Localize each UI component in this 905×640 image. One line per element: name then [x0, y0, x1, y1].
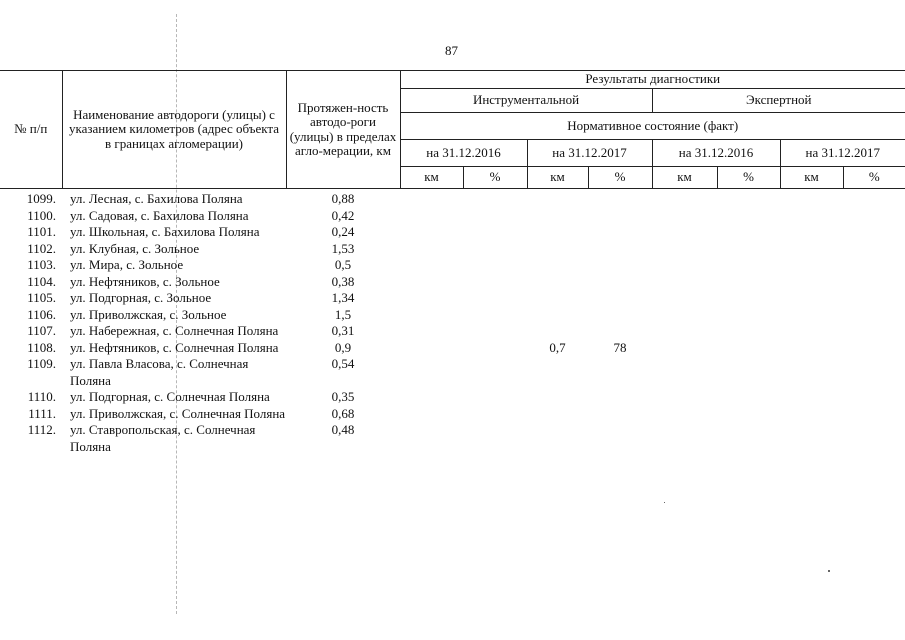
row-expert-2016-km [652, 274, 717, 291]
row-instr-2016-km [400, 356, 463, 389]
page-number: 87 [445, 43, 458, 58]
row-expert-2016-pct [717, 340, 780, 357]
row-length: 0,54 [331, 356, 355, 371]
row-expert-2016-pct [717, 274, 780, 291]
row-road-name: ул. Приволжская, с. Зольное [70, 306, 227, 322]
header-unit-pct: % [717, 167, 780, 189]
row-expert-2017-km [780, 290, 843, 307]
row-expert-2017-km [780, 340, 843, 357]
header-unit-km: км [780, 167, 843, 189]
row-instr-2016-pct [463, 208, 527, 225]
row-number: 1112. [27, 422, 56, 437]
row-length: 0,24 [331, 224, 355, 239]
row-number: 1104. [27, 273, 56, 289]
row-instr-2016-km [400, 257, 463, 274]
row-instr-2017-pct [588, 224, 652, 241]
row-instr-2017-pct [588, 307, 652, 324]
row-instr-2016-km [400, 224, 463, 241]
row-road-name: ул. Нефтяников, с. Зольное [70, 273, 220, 289]
header-unit-km: км [400, 167, 463, 189]
row-length: 1,5 [334, 306, 352, 322]
row-number: 1111. [28, 405, 56, 421]
row-expert-2017-pct [843, 224, 905, 241]
table-row [0, 323, 905, 340]
row-number: 1102. [27, 240, 56, 256]
row-expert-2016-km [652, 307, 717, 324]
row-instr-2017-pct [588, 389, 652, 406]
header-date-expert-2016: на 31.12.2016 [652, 140, 780, 167]
row-road-name: ул. Лесная, с. Бахилова Поляна [70, 191, 243, 206]
row-expert-2017-km [780, 406, 843, 423]
table-row [0, 241, 905, 258]
row-expert-2017-pct [843, 257, 905, 274]
row-expert-2016-km [652, 241, 717, 258]
table-row [0, 208, 905, 225]
row-expert-2016-km [652, 340, 717, 357]
row-expert-2016-km [652, 422, 717, 455]
row-expert-2016-km [652, 290, 717, 307]
row-road-name: ул. Приволжская, с. Солнечная Поляна [70, 405, 286, 421]
row-number: 1110. [27, 389, 56, 404]
header-number: № п/п [0, 71, 62, 189]
row-expert-2016-pct [717, 191, 780, 208]
table-header [0, 70, 905, 189]
row-road-name: ул. Мира, с. Зольное [70, 257, 184, 272]
row-expert-2017-pct [843, 389, 905, 406]
row-expert-2017-pct [843, 307, 905, 324]
row-instr-2016-km [400, 191, 463, 208]
row-road-name: ул. Ставропольская, с. Солнечная Поляна [70, 422, 256, 454]
row-instr-2016-pct [463, 290, 527, 307]
header-length: Протяжен-ность автодо-роги (улицы) в пределах агло-мерации, км [286, 71, 400, 189]
row-instr-2017-pct [588, 241, 652, 258]
row-instr-2017-km [527, 191, 588, 208]
header-unit-pct: % [463, 167, 527, 189]
row-expert-2017-km [780, 257, 843, 274]
row-expert-2017-pct [843, 290, 905, 307]
row-instr-2016-pct [463, 340, 527, 357]
table-row [0, 290, 905, 307]
row-expert-2016-pct [717, 257, 780, 274]
row-instr-2017-pct [588, 422, 652, 455]
row-road-name: ул. Нефтяников, с. Солнечная Поляна [70, 339, 279, 355]
row-instr-2017-km [527, 224, 588, 241]
row-length: 1,34 [331, 290, 355, 305]
table-row [0, 356, 905, 389]
row-instr-2016-pct [463, 356, 527, 389]
scan-speck [828, 570, 830, 572]
row-expert-2017-km [780, 389, 843, 406]
row-instr-2017-km [527, 406, 588, 423]
row-road-name: ул. Подгорная, с. Солнечная Поляна [70, 389, 270, 404]
row-instr-2017-pct [588, 257, 652, 274]
row-expert-2016-km [652, 389, 717, 406]
row-instr-2016-km [400, 208, 463, 225]
row-expert-2017-km [780, 422, 843, 455]
header-normative: Нормативное состояние (факт) [400, 113, 905, 140]
row-expert-2016-km [652, 356, 717, 389]
row-number: 1106. [27, 306, 56, 322]
table-row [0, 422, 905, 455]
row-instr-2016-km [400, 389, 463, 406]
header-results: Результаты диагностики [400, 71, 905, 89]
row-expert-2017-km [780, 274, 843, 291]
row-length: 0,9 [334, 339, 352, 355]
row-instr-2016-pct [463, 307, 527, 324]
row-expert-2017-pct [843, 340, 905, 357]
header-unit-pct: % [588, 167, 652, 189]
row-length: 0,5 [334, 257, 352, 272]
row-length: 0,35 [331, 389, 355, 404]
header-road-name: Наименование автодороги (улицы) с указанием километров (адрес объекта в границах агломерации) [62, 71, 286, 189]
row-expert-2017-pct [843, 208, 905, 225]
row-expert-2016-pct [717, 208, 780, 225]
row-expert-2016-pct [717, 241, 780, 258]
row-instr-2016-km [400, 323, 463, 340]
row-instr-2017-pct [588, 191, 652, 208]
row-instr-2017-pct [588, 406, 652, 423]
row-instr-2016-pct [463, 323, 527, 340]
row-instr-2016-pct [463, 191, 527, 208]
row-instr-2016-km [400, 290, 463, 307]
row-expert-2017-pct [843, 356, 905, 389]
row-instr-2016-pct [463, 257, 527, 274]
row-length: 0,68 [331, 405, 355, 421]
row-instr-2017-km [527, 290, 588, 307]
row-expert-2016-pct [717, 307, 780, 324]
header-instrumental: Инструментальной [400, 89, 652, 113]
row-expert-2017-pct [843, 323, 905, 340]
table-body [0, 191, 905, 455]
row-expert-2017-pct [843, 191, 905, 208]
row-instr-2017-km [527, 307, 588, 324]
row-instr-2016-pct [463, 274, 527, 291]
header-date-expert-2017: на 31.12.2017 [780, 140, 905, 167]
row-instr-2016-km [400, 422, 463, 455]
row-number: 1100. [27, 207, 56, 223]
row-road-name: ул. Школьная, с. Бахилова Поляна [70, 224, 260, 239]
row-expert-2017-km [780, 241, 843, 258]
row-expert-2016-km [652, 224, 717, 241]
row-instr-2017-pct [588, 274, 652, 291]
row-instr-2016-pct [463, 224, 527, 241]
row-instr-2017-pct [588, 323, 652, 340]
row-number: 1103. [27, 257, 56, 272]
row-expert-2016-pct [717, 323, 780, 340]
table-row [0, 274, 905, 291]
row-expert-2017-pct [843, 406, 905, 423]
row-number: 1107. [27, 323, 56, 338]
row-instr-2017-km [527, 356, 588, 389]
row-number: 1109. [27, 356, 56, 371]
table-row [0, 406, 905, 423]
table-row [0, 257, 905, 274]
row-length: 0,31 [331, 323, 355, 338]
row-instr-2016-km [400, 241, 463, 258]
table-row [0, 340, 905, 357]
row-instr-2017-km [527, 389, 588, 406]
header-unit-pct: % [843, 167, 905, 189]
header-date-instr-2016: на 31.12.2016 [400, 140, 527, 167]
row-instr-2017-pct [588, 356, 652, 389]
scan-speck [664, 502, 665, 503]
row-expert-2017-pct [843, 422, 905, 455]
row-instr-2016-pct [463, 389, 527, 406]
row-expert-2016-km [652, 406, 717, 423]
row-expert-2016-km [652, 323, 717, 340]
row-expert-2017-km [780, 224, 843, 241]
table-row [0, 191, 905, 208]
row-expert-2017-pct [843, 274, 905, 291]
header-unit-km: км [652, 167, 717, 189]
row-instr-2017-pct [588, 290, 652, 307]
table-row [0, 389, 905, 406]
row-instr-2017-km [527, 422, 588, 455]
table-row [0, 307, 905, 324]
row-number: 1101. [27, 224, 56, 239]
row-instr-2016-km [400, 307, 463, 324]
row-instr-2017-km [527, 274, 588, 291]
row-instr-2017-pct: 78 [613, 339, 627, 355]
row-road-name: ул. Садовая, с. Бахилова Поляна [70, 207, 249, 223]
row-road-name: ул. Павла Власова, с. Солнечная Поляна [70, 356, 249, 388]
row-instr-2016-km [400, 274, 463, 291]
row-expert-2016-pct [717, 406, 780, 423]
row-instr-2017-km: 0,7 [549, 339, 566, 355]
row-number: 1108. [27, 339, 56, 355]
row-expert-2017-km [780, 307, 843, 324]
row-instr-2017-km [527, 241, 588, 258]
row-length: 0,38 [331, 273, 355, 289]
table-row [0, 224, 905, 241]
header-expert: Экспертной [652, 89, 905, 113]
header-unit-km: км [527, 167, 588, 189]
row-expert-2016-pct [717, 356, 780, 389]
row-expert-2017-pct [843, 241, 905, 258]
row-length: 0,88 [331, 191, 355, 206]
row-instr-2017-km [527, 208, 588, 225]
row-road-name: ул. Клубная, с. Зольное [70, 240, 200, 256]
row-number: 1099. [26, 191, 56, 206]
row-instr-2017-km [527, 323, 588, 340]
row-number: 1105. [27, 290, 56, 305]
row-instr-2016-pct [463, 406, 527, 423]
row-instr-2016-pct [463, 422, 527, 455]
row-length: 0,48 [331, 422, 355, 437]
row-expert-2016-pct [717, 290, 780, 307]
row-expert-2016-km [652, 191, 717, 208]
row-expert-2017-km [780, 323, 843, 340]
row-expert-2017-km [780, 191, 843, 208]
row-road-name: ул. Подгорная, с. Зольное [70, 290, 212, 305]
row-instr-2016-km [400, 406, 463, 423]
row-instr-2017-km [527, 257, 588, 274]
row-expert-2016-pct [717, 422, 780, 455]
row-expert-2016-pct [717, 389, 780, 406]
header-date-instr-2017: на 31.12.2017 [527, 140, 652, 167]
row-length: 0,42 [331, 207, 355, 223]
row-length: 1,53 [331, 240, 355, 256]
row-expert-2016-km [652, 208, 717, 225]
row-expert-2016-pct [717, 224, 780, 241]
row-instr-2016-pct [463, 241, 527, 258]
row-expert-2017-km [780, 208, 843, 225]
row-road-name: ул. Набережная, с. Солнечная Поляна [70, 323, 279, 338]
row-instr-2016-km [400, 340, 463, 357]
row-instr-2017-pct [588, 208, 652, 225]
row-expert-2017-km [780, 356, 843, 389]
row-expert-2016-km [652, 257, 717, 274]
